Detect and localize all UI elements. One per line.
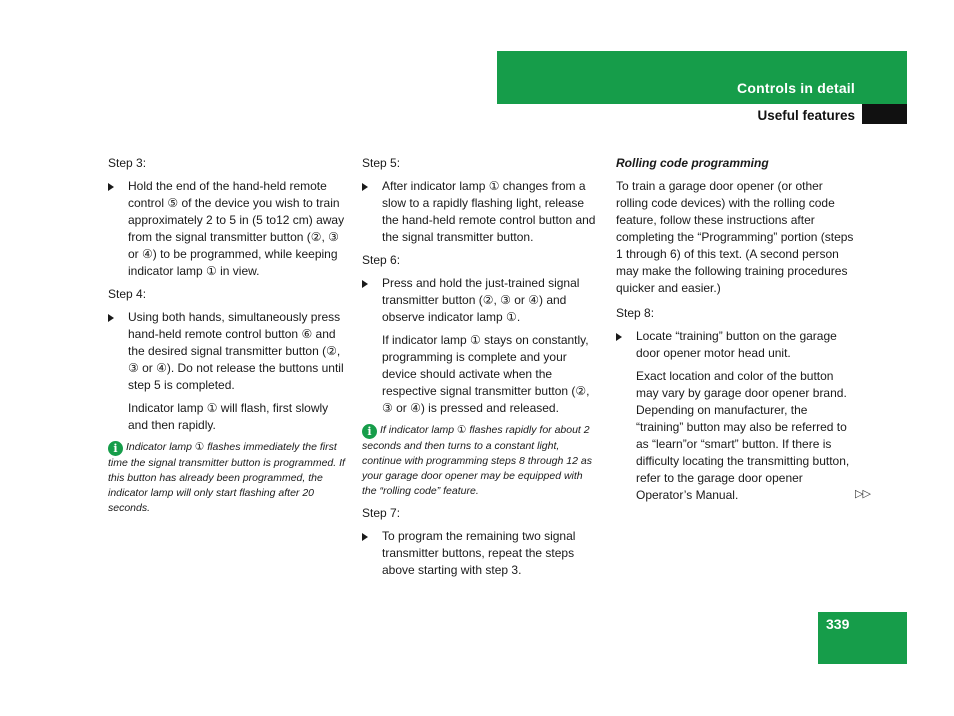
step-3-instruction: Hold the end of the hand-held remote control ⑤ of the device you wish to train approximately 2 to 5 in (5 to12 cm) away from the signal transmitter button (②, ③ or ④) to be programmed, while keeping indicator lamp ① in view. [108, 178, 346, 280]
step-7-instruction: To program the remaining two signal transmitter buttons, repeat the steps above starting with step 3. [362, 528, 600, 579]
column-3 [616, 155, 856, 510]
step-5-instruction: After indicator lamp ① changes from a slow to a rapidly flashing light, release the hand-held remote control button and the signal transmitter button. [362, 178, 600, 246]
subsection-marker [862, 104, 907, 124]
step-4-label: Step 4: [108, 287, 147, 301]
info-note: i If indicator lamp ① flashes rapidly for about 2 seconds and then turns to a constant light, continue with programming steps 8 through 12 as your garage door opener may be equipped with the “rolling code” feature. [362, 424, 592, 497]
column-2 [362, 155, 600, 585]
page-number: 339 [826, 616, 850, 632]
bullet-arrow-icon [362, 280, 368, 288]
step-5-label: Step 5: [362, 156, 401, 170]
step-8-detail: Exact location and color of the button may vary by garage door opener brand. Depending on manufacturer, the “training” button may also be referred to as “learn”or “smart” button. If there is difficulty locating the transmitting button, refer to the garage door opener Operator’s Manual. [636, 369, 850, 502]
bullet-arrow-icon [362, 183, 368, 191]
step-6-label: Step 6: [362, 253, 401, 267]
step-3-label: Step 3: [108, 156, 147, 170]
subsection-title: Useful features [757, 108, 855, 123]
bullet-arrow-icon [616, 333, 622, 341]
continue-arrows-icon: ▷▷ [855, 488, 870, 500]
step-4-instruction: Using both hands, simultaneously press hand-held remote control button ⑥ and the desired signal transmitter button (②, ③ or ④). Do not release the buttons until step 5 is completed. [108, 309, 346, 394]
step-6-result: If indicator lamp ① stays on constantly, programming is complete and your device should activate when the respective signal transmitter button (②, ③ or ④) is pressed and released. [382, 333, 590, 415]
step-4-result: Indicator lamp ① will flash, first slowly and then rapidly. [128, 401, 329, 432]
page-number-box [818, 612, 907, 664]
info-icon: i [362, 424, 377, 439]
step-8-label: Step 8: [616, 306, 655, 320]
bullet-arrow-icon [108, 314, 114, 322]
info-icon: i [108, 441, 123, 456]
rolling-code-heading: Rolling code programming [616, 156, 769, 170]
section-title: Controls in detail [737, 80, 855, 96]
info-note: i Indicator lamp ① flashes immediately the first time the signal transmitter button is programmed. If this button has already been programmed, the indicator lamp will only start flashing after 20 seconds. [108, 441, 345, 514]
step-6-instruction: Press and hold the just-trained signal transmitter button (②, ③ or ④) and observe indicator lamp ①. [362, 275, 600, 326]
step-7-label: Step 7: [362, 506, 401, 520]
bullet-arrow-icon [362, 533, 368, 541]
bullet-arrow-icon [108, 183, 114, 191]
step-8-instruction: Locate “training” button on the garage door opener motor head unit. [616, 328, 856, 362]
section-header-bar [497, 51, 907, 104]
rolling-code-intro: To train a garage door opener (or other rolling code devices) with the rolling code feature, follow these instructions after completing the “Programming” portion (steps 1 through 6) of this text. (A second person may make the following training procedures quicker and easier.) [616, 179, 854, 295]
column-1 [108, 155, 346, 522]
